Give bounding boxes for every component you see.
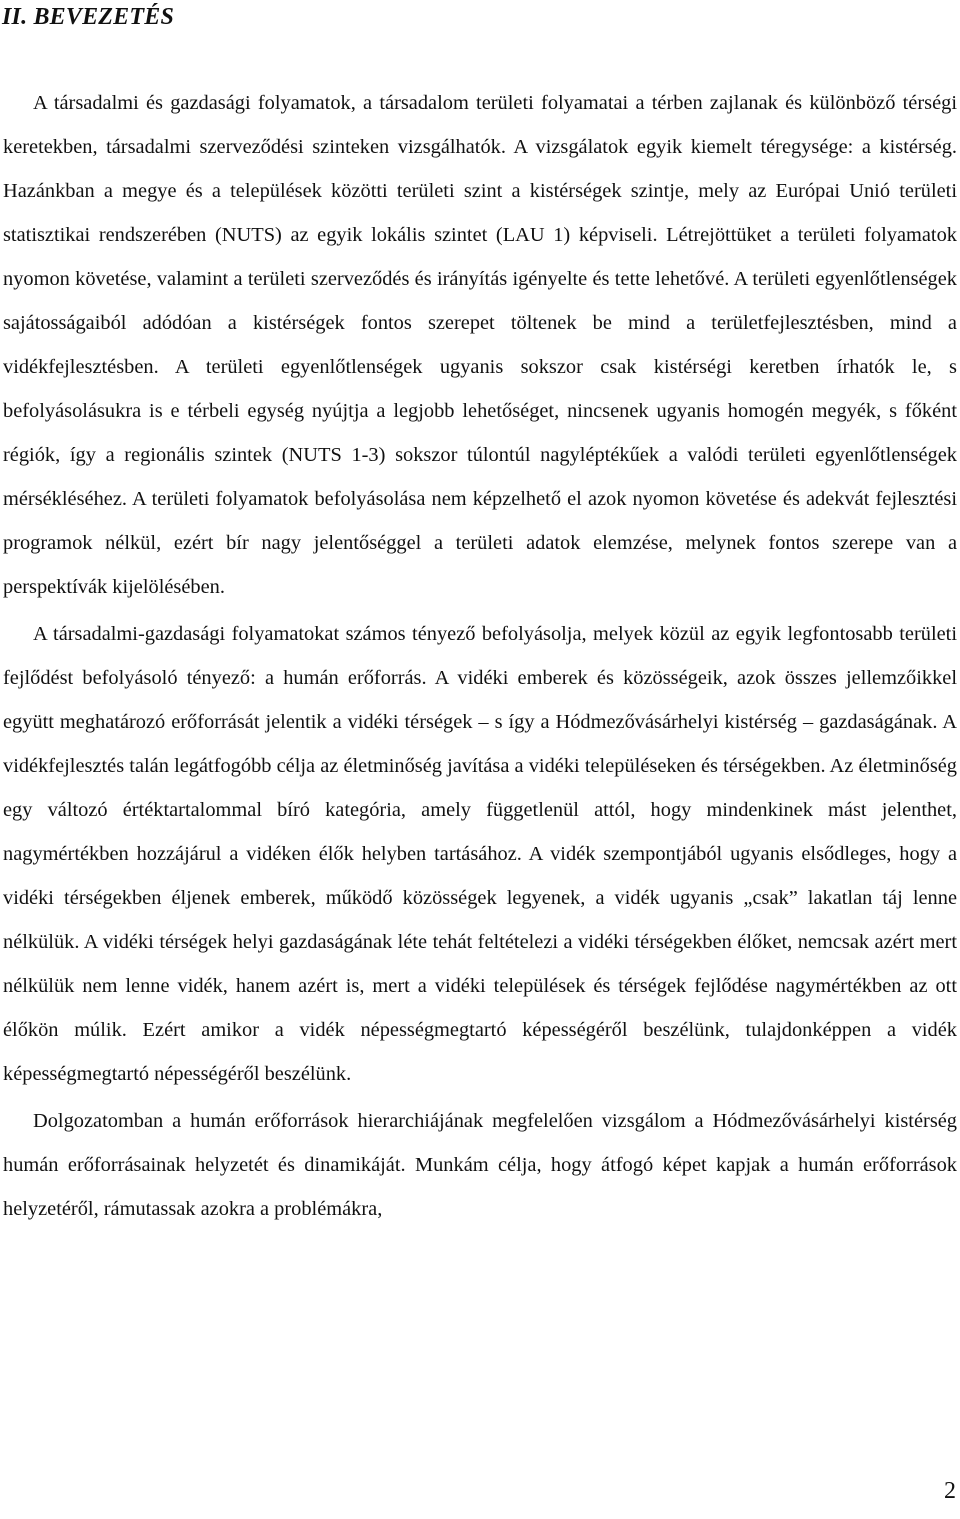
page-number: 2 (944, 1478, 956, 1504)
paragraph-3: Dolgozatomban a humán erőforrások hierarchiájának megfelelően vizsgálom a Hódmezővásárhelyi kistérség humán erőforrásainak helyzetét és dinamikáját. Munkám célja, hogy átfogó képet kapjak a humán erőforrások helyzetéről, rámutassak azokra a problémákra, (3, 1110, 957, 1220)
paragraph-2: A társadalmi-gazdasági folyamatokat számos tényező befolyásolja, melyek közül az egyik legfontosabb területi fejlődést befolyásoló tényező: a humán erőforrás. A vidéki emberek és közösségeik, azok összes jellemzőikkel együtt meghatározó erőforrását jelentik a vidéki térségek – s így a Hódmezővásárhelyi kistérség – gazdaságának. A vidékfejlesztés talán legátfogóbb célja az életminőség javítása a vidéki településeken és térségekben. Az életminőség egy változó értéktartalommal bíró kategória, amely függetlenül attól, hogy mindenkinek mást jelenthet, nagymértékben hozzájárul a vidéken élők helyben tartásához. A vidék szempontjából ugyanis elsődleges, hogy a vidéki térségekben éljenek emberek, működő közösségek legyenek, a vidék ugyanis „csak” lakatlan táj lenne nélkülük. A vidéki térségek helyi gazdaságának léte tehát feltételezi a vidéki térségekben élőket, nemcsak azért mert nélkülük nem lenne vidék, hanem azért is, mert a vidéki települések és térségek fejlődése nagymértékben az ott élőkön múlik. Ezért amikor a vidék népességmegtartó képességéről beszélünk, tulajdonképpen a vidék képességmegtartó népességéről beszélünk. (3, 623, 957, 1085)
paragraph-1: A társadalmi és gazdasági folyamatok, a társadalom területi folyamatai a térben zajlanak és különböző térségi keretekben, társadalmi szerveződési szinteken vizsgálhatók. A vizsgálatok egyik kiemelt téregysége: a kistérség. Hazánkban a megye és a települések közötti területi szint a kistérségek szintje, mely az Európai Unió területi statisztikai rendszerében (NUTS) az egyik lokális szintet (LAU 1) képviseli. Létrejöttüket a területi folyamatok nyomon követése, valamint a területi szerveződés és irányítás igényelte és tette lehetővé. A területi egyenlőtlenségek sajátosságaiból adódóan a kistérségek fontos szerepet töltenek be mind a területfejlesztésben, mind a vidékfejlesztésben. A területi egyenlőtlenségek ugyanis sokszor csak kistérségi keretben írhatók le, s befolyásolásukra is e térbeli egység nyújtja a legjobb lehetőséget, nincsenek ugyanis homogén megyék, s főként régiók, így a regionális szintek (NUTS 1-3) sokszor túlontúl nagyléptékűek a valódi területi egyenlőtlenségek mérsékléséhez. A területi folyamatok befolyásolása nem képzelhető el azok nyomon követése és adekvát fejlesztési programok nélkül, ezért bír nagy jelentőséggel a területi adatok elemzése, melynek fontos szerepe van a perspektívák kijelölésében. (3, 92, 957, 598)
section-heading: II. BEVEZETÉS (2, 4, 174, 30)
body-text (3, 81, 957, 1231)
